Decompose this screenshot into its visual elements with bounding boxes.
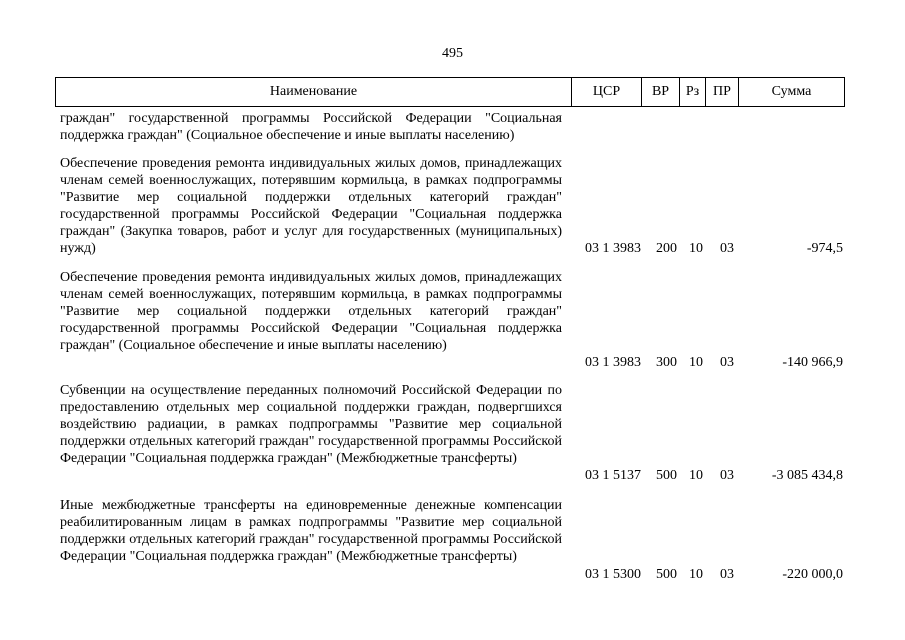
continuation-text: граждан" государственной программы Российской Федерации "Социальная поддержка граждан" (Социальное обеспечение и иные выплаты населению) [60,111,562,143]
row-vr: 500 [656,567,677,582]
page-number: 495 [442,46,463,61]
row-vr: 300 [656,355,677,370]
row-sum: -974,5 [806,241,843,256]
row-sum: -3 085 434,8 [771,468,843,483]
header-sum: Сумма [771,84,812,99]
row-pr: 03 [720,567,734,582]
row-csr: 03 1 3983 [585,241,641,256]
row-rz: 10 [689,468,703,483]
row-name: Обеспечение проведения ремонта индивидуальных жилых домов, принадлежащих членам семей военнослужащих, потерявшим кормильца, в рамках подпрограммы "Развитие мер социальной поддержки отдельных категорий граждан" государственной программы Российской Федерации "Социальная поддержка граждан" (Социальное обеспечение и иные выплаты населению) [60,270,562,353]
row-sum: -220 000,0 [782,567,843,582]
row-rz: 10 [689,355,703,370]
header-pr: ПР [706,78,739,106]
row-pr: 03 [720,241,734,256]
header-name: Наименование [56,78,572,106]
row-name: Субвенции на осуществление переданных полномочий Российской Федерации по предоставлению отдельных мер социальной поддержки граждан, подвергшихся воздействию радиации, в рамках подпрограммы "Развитие мер социальной поддержки отдельных категорий граждан" государственной программы Российской Федерации "Социальная поддержка граждан" (Межбюджетные трансферты) [60,383,562,466]
row-csr: 03 1 5300 [585,567,641,582]
row-csr: 03 1 3983 [585,355,641,370]
row-name: Обеспечение проведения ремонта индивидуальных жилых домов, принадлежащих членам семей военнослужащих, потерявшим кормильца, в рамках подпрограммы "Развитие мер социальной поддержки отдельных категорий граждан" государственной программы Российской Федерации "Социальная поддержка граждан" (Закупка товаров, работ и услуг для государственных (муниципальных) нужд) [60,156,562,256]
header-csr: ЦСР [572,78,642,106]
table-header [55,77,845,107]
header-vr: ВР [642,78,680,106]
row-sum: -140 966,9 [782,355,843,370]
row-vr: 200 [656,241,677,256]
row-pr: 03 [720,355,734,370]
row-rz: 10 [689,567,703,582]
row-csr: 03 1 5137 [585,468,641,483]
row-vr: 500 [656,468,677,483]
row-name: Иные межбюджетные трансферты на единовременные денежные компенсации реабилитированным лицам в рамках подпрограммы "Развитие мер социальной поддержки отдельных категорий граждан" государственной программы Российской Федерации "Социальная поддержка граждан" (Межбюджетные трансферты) [60,498,562,564]
row-rz: 10 [689,241,703,256]
header-rz: Рз [680,78,706,106]
row-pr: 03 [720,468,734,483]
